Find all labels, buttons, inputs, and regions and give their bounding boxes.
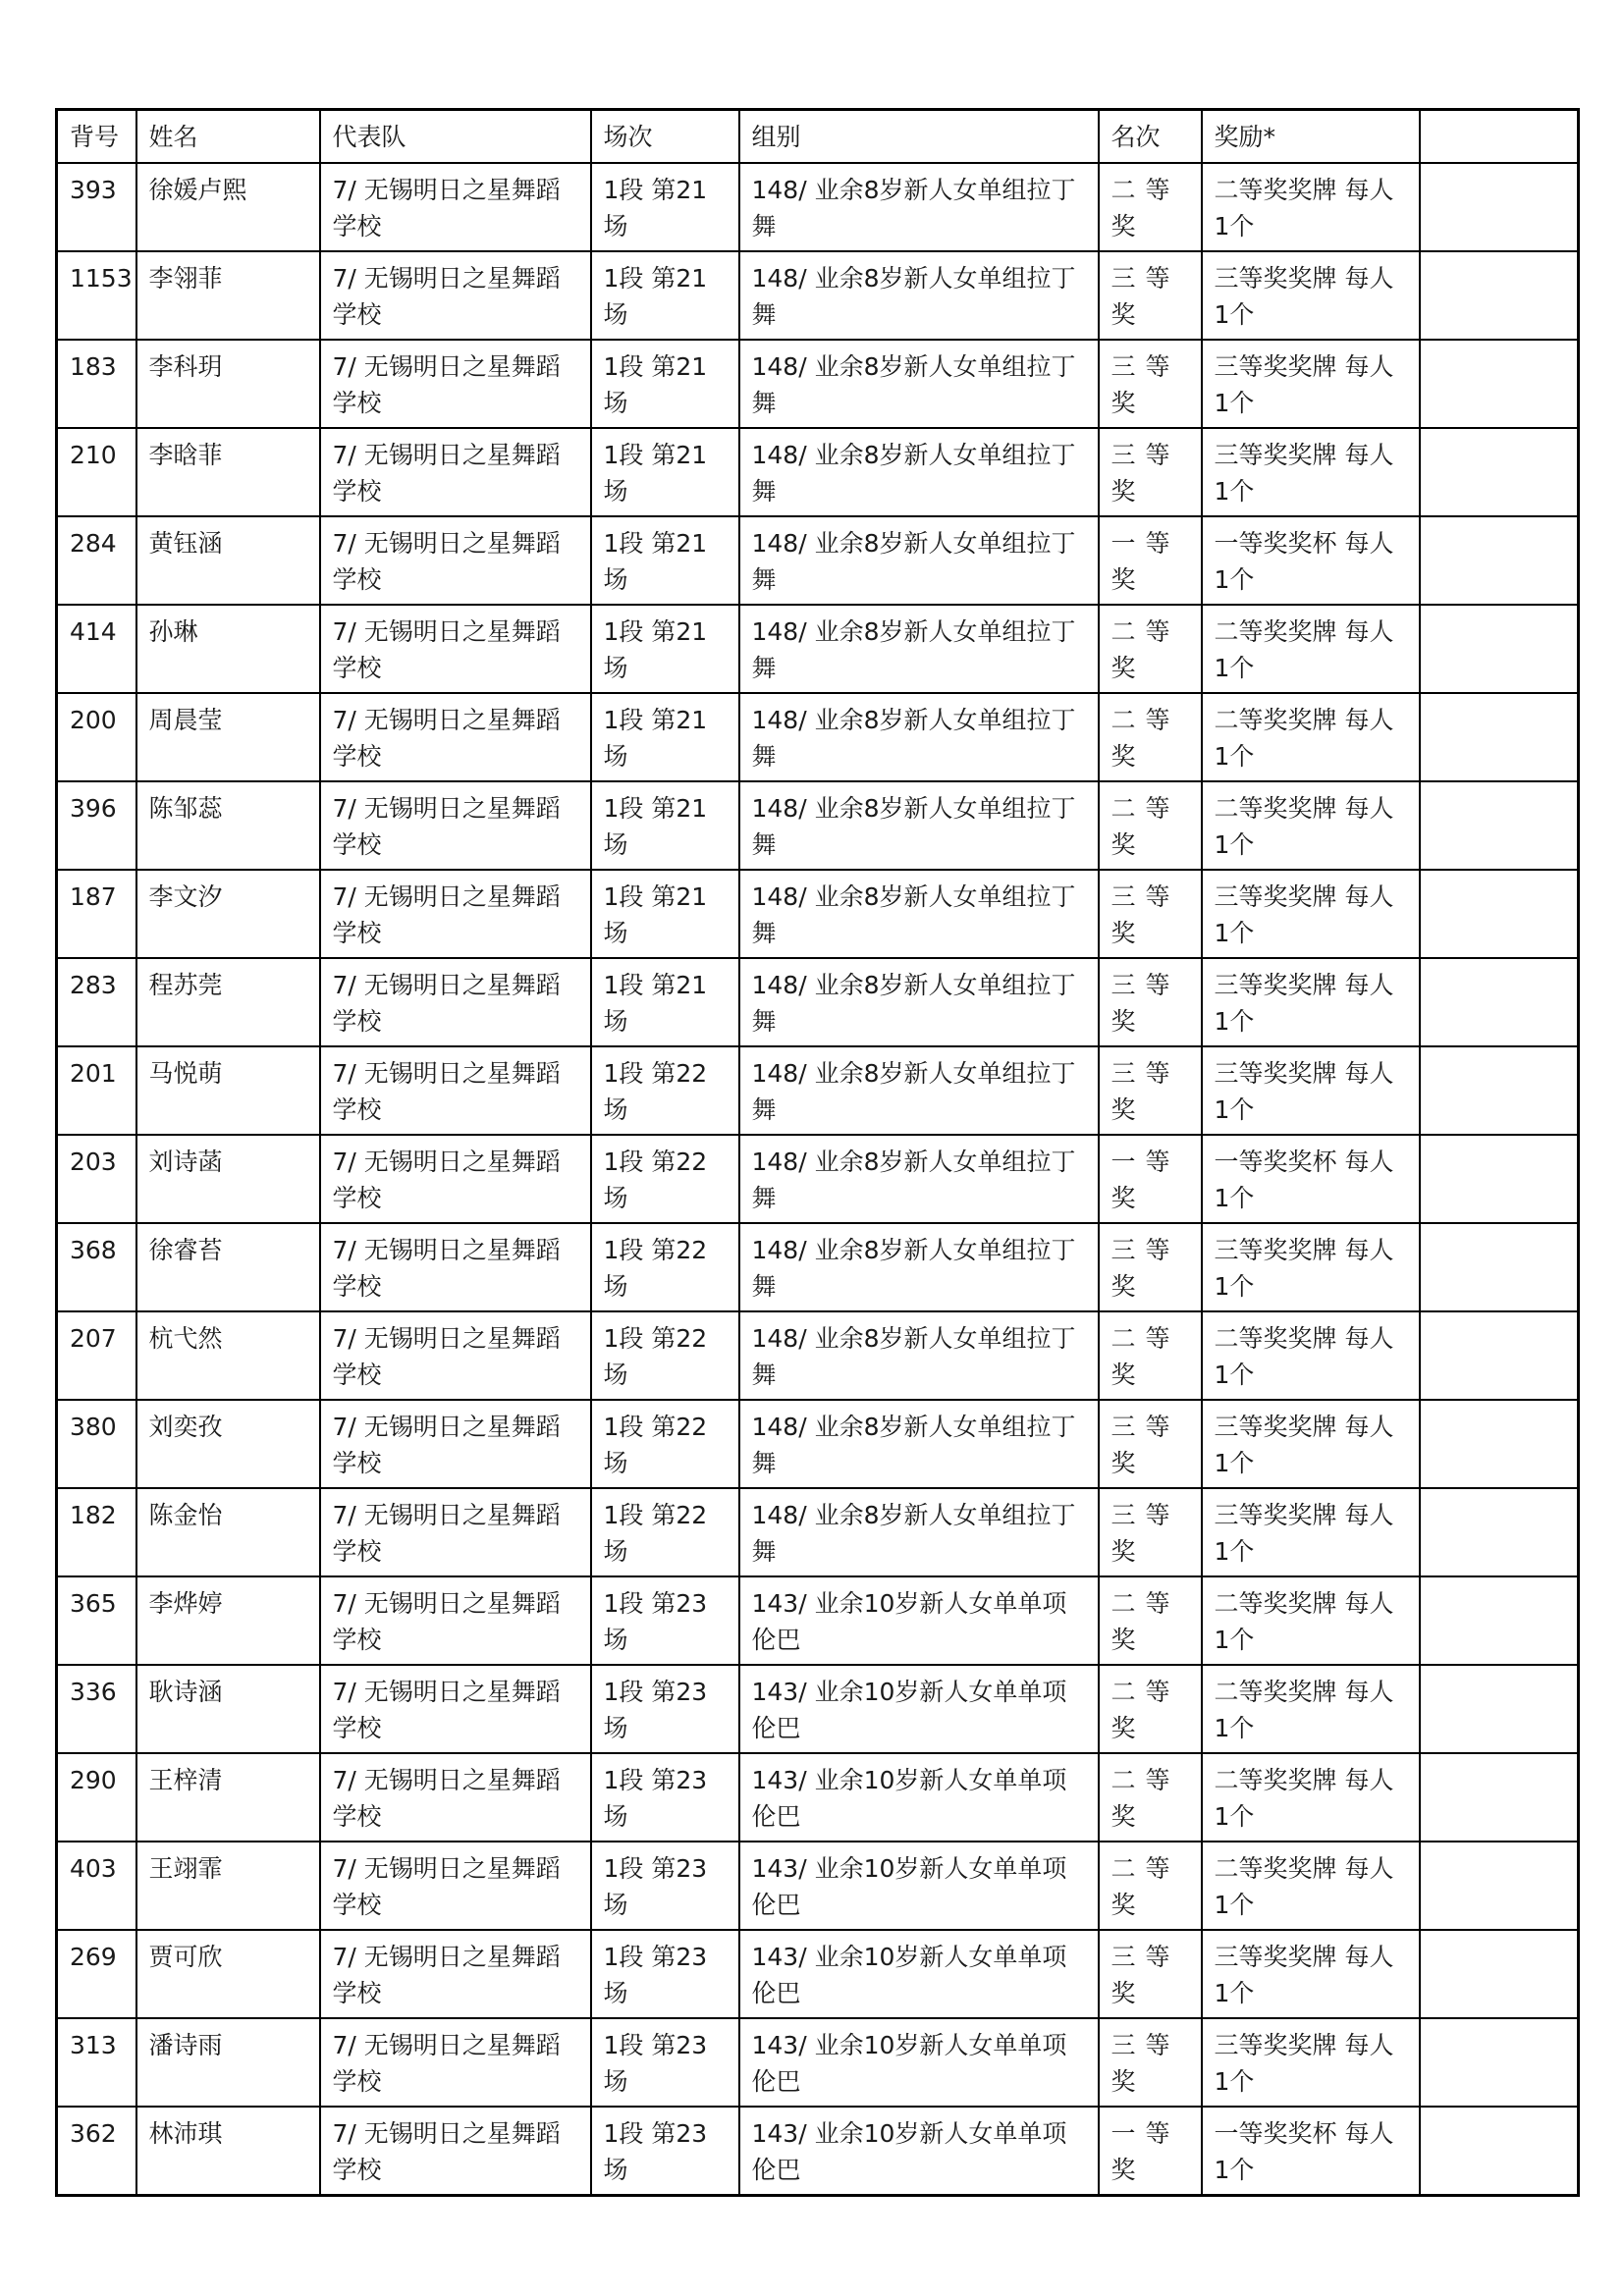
cell-session: 1段 第21场 — [591, 163, 739, 251]
cell-rank: 二等奖 — [1099, 781, 1202, 870]
cell-name: 孙琳 — [136, 605, 320, 693]
cell-extra — [1420, 1223, 1579, 1311]
table-row — [57, 1753, 1579, 1842]
cell-rank: 三等奖 — [1099, 1488, 1202, 1576]
cell-bib: 380 — [57, 1400, 136, 1488]
cell-extra — [1420, 1135, 1579, 1223]
cell-award: 二等奖奖牌 每人1个 — [1202, 1311, 1420, 1400]
cell-name: 刘奕孜 — [136, 1400, 320, 1488]
cell-name: 王翊霏 — [136, 1842, 320, 1930]
table-row — [57, 2018, 1579, 2107]
cell-team: 7/ 无锡明日之星舞蹈学校 — [320, 163, 591, 251]
cell-name: 陈邹蕊 — [136, 781, 320, 870]
cell-group: 148/ 业余8岁新人女单组拉丁舞 — [739, 251, 1099, 340]
cell-bib: 284 — [57, 516, 136, 605]
cell-name: 程苏莞 — [136, 958, 320, 1046]
table-row — [57, 1488, 1579, 1576]
cell-session: 1段 第23场 — [591, 1753, 739, 1842]
table-row — [57, 1930, 1579, 2018]
cell-rank: 二等奖 — [1099, 1576, 1202, 1665]
cell-group: 148/ 业余8岁新人女单组拉丁舞 — [739, 958, 1099, 1046]
header-bib: 背号 — [57, 110, 136, 164]
cell-group: 148/ 业余8岁新人女单组拉丁舞 — [739, 605, 1099, 693]
cell-rank: 二等奖 — [1099, 1753, 1202, 1842]
cell-extra — [1420, 1930, 1579, 2018]
cell-group: 148/ 业余8岁新人女单组拉丁舞 — [739, 163, 1099, 251]
cell-name: 马悦萌 — [136, 1046, 320, 1135]
table-row — [57, 2107, 1579, 2196]
cell-name: 陈金怡 — [136, 1488, 320, 1576]
cell-bib: 313 — [57, 2018, 136, 2107]
cell-rank: 二等奖 — [1099, 1842, 1202, 1930]
cell-session: 1段 第21场 — [591, 693, 739, 781]
cell-rank: 三等奖 — [1099, 1400, 1202, 1488]
table-row — [57, 1576, 1579, 1665]
cell-bib: 210 — [57, 428, 136, 516]
cell-award: 三等奖奖牌 每人1个 — [1202, 428, 1420, 516]
header-group: 组别 — [739, 110, 1099, 164]
cell-group: 148/ 业余8岁新人女单组拉丁舞 — [739, 1046, 1099, 1135]
cell-team: 7/ 无锡明日之星舞蹈学校 — [320, 340, 591, 428]
table-row — [57, 1046, 1579, 1135]
cell-rank: 三等奖 — [1099, 2018, 1202, 2107]
cell-rank: 二等奖 — [1099, 1311, 1202, 1400]
header-extra — [1420, 110, 1579, 164]
cell-award: 三等奖奖牌 每人1个 — [1202, 958, 1420, 1046]
cell-name: 徐睿苔 — [136, 1223, 320, 1311]
cell-session: 1段 第23场 — [591, 1665, 739, 1753]
cell-bib: 365 — [57, 1576, 136, 1665]
cell-name: 黄钰涵 — [136, 516, 320, 605]
results-table — [55, 108, 1580, 2197]
cell-name: 杭弋然 — [136, 1311, 320, 1400]
cell-team: 7/ 无锡明日之星舞蹈学校 — [320, 1311, 591, 1400]
cell-rank: 三等奖 — [1099, 1046, 1202, 1135]
cell-team: 7/ 无锡明日之星舞蹈学校 — [320, 2107, 591, 2196]
cell-name: 林沛琪 — [136, 2107, 320, 2196]
cell-award: 一等奖奖杯 每人1个 — [1202, 1135, 1420, 1223]
cell-team: 7/ 无锡明日之星舞蹈学校 — [320, 428, 591, 516]
cell-session: 1段 第22场 — [591, 1046, 739, 1135]
cell-session: 1段 第22场 — [591, 1223, 739, 1311]
cell-bib: 183 — [57, 340, 136, 428]
cell-session: 1段 第21场 — [591, 340, 739, 428]
header-row — [57, 110, 1579, 164]
cell-group: 143/ 业余10岁新人女单单项伦巴 — [739, 1842, 1099, 1930]
cell-rank: 一等奖 — [1099, 1135, 1202, 1223]
cell-session: 1段 第21场 — [591, 251, 739, 340]
cell-name: 周晨莹 — [136, 693, 320, 781]
cell-group: 148/ 业余8岁新人女单组拉丁舞 — [739, 1488, 1099, 1576]
cell-award: 三等奖奖牌 每人1个 — [1202, 2018, 1420, 2107]
header-rank: 名次 — [1099, 110, 1202, 164]
cell-bib: 203 — [57, 1135, 136, 1223]
cell-team: 7/ 无锡明日之星舞蹈学校 — [320, 1753, 591, 1842]
cell-session: 1段 第21场 — [591, 605, 739, 693]
cell-extra — [1420, 605, 1579, 693]
cell-team: 7/ 无锡明日之星舞蹈学校 — [320, 1488, 591, 1576]
cell-award: 二等奖奖牌 每人1个 — [1202, 781, 1420, 870]
cell-rank: 一等奖 — [1099, 516, 1202, 605]
cell-team: 7/ 无锡明日之星舞蹈学校 — [320, 781, 591, 870]
cell-group: 148/ 业余8岁新人女单组拉丁舞 — [739, 781, 1099, 870]
cell-group: 148/ 业余8岁新人女单组拉丁舞 — [739, 1135, 1099, 1223]
cell-award: 三等奖奖牌 每人1个 — [1202, 340, 1420, 428]
table-row — [57, 251, 1579, 340]
cell-session: 1段 第23场 — [591, 1842, 739, 1930]
cell-group: 143/ 业余10岁新人女单单项伦巴 — [739, 1665, 1099, 1753]
cell-rank: 三等奖 — [1099, 251, 1202, 340]
cell-group: 148/ 业余8岁新人女单组拉丁舞 — [739, 428, 1099, 516]
cell-extra — [1420, 2107, 1579, 2196]
cell-session: 1段 第22场 — [591, 1135, 739, 1223]
cell-extra — [1420, 870, 1579, 958]
cell-team: 7/ 无锡明日之星舞蹈学校 — [320, 2018, 591, 2107]
cell-extra — [1420, 428, 1579, 516]
cell-extra — [1420, 693, 1579, 781]
table-row — [57, 605, 1579, 693]
cell-team: 7/ 无锡明日之星舞蹈学校 — [320, 1400, 591, 1488]
cell-bib: 1153 — [57, 251, 136, 340]
header-session: 场次 — [591, 110, 739, 164]
cell-award: 二等奖奖牌 每人1个 — [1202, 163, 1420, 251]
table-row — [57, 693, 1579, 781]
cell-name: 李烨婷 — [136, 1576, 320, 1665]
cell-extra — [1420, 1046, 1579, 1135]
cell-extra — [1420, 1753, 1579, 1842]
cell-team: 7/ 无锡明日之星舞蹈学校 — [320, 251, 591, 340]
cell-name: 李翎菲 — [136, 251, 320, 340]
table-row — [57, 163, 1579, 251]
cell-team: 7/ 无锡明日之星舞蹈学校 — [320, 605, 591, 693]
cell-bib: 362 — [57, 2107, 136, 2196]
cell-name: 贾可欣 — [136, 1930, 320, 2018]
cell-group: 143/ 业余10岁新人女单单项伦巴 — [739, 1576, 1099, 1665]
cell-team: 7/ 无锡明日之星舞蹈学校 — [320, 1842, 591, 1930]
cell-name: 徐媛卢熙 — [136, 163, 320, 251]
cell-bib: 403 — [57, 1842, 136, 1930]
table-row — [57, 1223, 1579, 1311]
cell-team: 7/ 无锡明日之星舞蹈学校 — [320, 1135, 591, 1223]
cell-group: 148/ 业余8岁新人女单组拉丁舞 — [739, 516, 1099, 605]
cell-bib: 336 — [57, 1665, 136, 1753]
cell-session: 1段 第22场 — [591, 1488, 739, 1576]
cell-session: 1段 第23场 — [591, 2107, 739, 2196]
cell-team: 7/ 无锡明日之星舞蹈学校 — [320, 1576, 591, 1665]
cell-rank: 三等奖 — [1099, 1930, 1202, 2018]
table-row — [57, 516, 1579, 605]
table-row — [57, 870, 1579, 958]
table-row — [57, 428, 1579, 516]
cell-extra — [1420, 1311, 1579, 1400]
cell-award: 一等奖奖杯 每人1个 — [1202, 2107, 1420, 2196]
cell-group: 148/ 业余8岁新人女单组拉丁舞 — [739, 1400, 1099, 1488]
cell-session: 1段 第21场 — [591, 781, 739, 870]
cell-name: 李晗菲 — [136, 428, 320, 516]
cell-extra — [1420, 1400, 1579, 1488]
cell-group: 143/ 业余10岁新人女单单项伦巴 — [739, 1930, 1099, 2018]
cell-extra — [1420, 163, 1579, 251]
cell-award: 二等奖奖牌 每人1个 — [1202, 1665, 1420, 1753]
cell-rank: 三等奖 — [1099, 870, 1202, 958]
cell-extra — [1420, 1842, 1579, 1930]
cell-extra — [1420, 1665, 1579, 1753]
cell-extra — [1420, 1576, 1579, 1665]
cell-session: 1段 第21场 — [591, 428, 739, 516]
cell-session: 1段 第23场 — [591, 2018, 739, 2107]
cell-rank: 三等奖 — [1099, 340, 1202, 428]
cell-team: 7/ 无锡明日之星舞蹈学校 — [320, 693, 591, 781]
cell-award: 三等奖奖牌 每人1个 — [1202, 1400, 1420, 1488]
cell-extra — [1420, 340, 1579, 428]
cell-bib: 182 — [57, 1488, 136, 1576]
cell-group: 143/ 业余10岁新人女单单项伦巴 — [739, 2018, 1099, 2107]
cell-group: 143/ 业余10岁新人女单单项伦巴 — [739, 2107, 1099, 2196]
cell-rank: 二等奖 — [1099, 605, 1202, 693]
cell-name: 李文汐 — [136, 870, 320, 958]
cell-session: 1段 第21场 — [591, 958, 739, 1046]
cell-team: 7/ 无锡明日之星舞蹈学校 — [320, 516, 591, 605]
table-row — [57, 340, 1579, 428]
cell-bib: 207 — [57, 1311, 136, 1400]
cell-award: 二等奖奖牌 每人1个 — [1202, 1753, 1420, 1842]
cell-bib: 201 — [57, 1046, 136, 1135]
cell-group: 148/ 业余8岁新人女单组拉丁舞 — [739, 1311, 1099, 1400]
cell-extra — [1420, 251, 1579, 340]
cell-session: 1段 第23场 — [591, 1930, 739, 2018]
cell-award: 三等奖奖牌 每人1个 — [1202, 1930, 1420, 2018]
cell-extra — [1420, 516, 1579, 605]
cell-team: 7/ 无锡明日之星舞蹈学校 — [320, 1223, 591, 1311]
cell-group: 148/ 业余8岁新人女单组拉丁舞 — [739, 1223, 1099, 1311]
cell-award: 二等奖奖牌 每人1个 — [1202, 1842, 1420, 1930]
cell-bib: 283 — [57, 958, 136, 1046]
header-award: 奖励* — [1202, 110, 1420, 164]
cell-award: 二等奖奖牌 每人1个 — [1202, 693, 1420, 781]
cell-team: 7/ 无锡明日之星舞蹈学校 — [320, 958, 591, 1046]
cell-extra — [1420, 781, 1579, 870]
cell-bib: 393 — [57, 163, 136, 251]
cell-name: 刘诗菡 — [136, 1135, 320, 1223]
cell-award: 二等奖奖牌 每人1个 — [1202, 1576, 1420, 1665]
cell-award: 三等奖奖牌 每人1个 — [1202, 251, 1420, 340]
table-row — [57, 1311, 1579, 1400]
cell-extra — [1420, 958, 1579, 1046]
cell-rank: 二等奖 — [1099, 1665, 1202, 1753]
table-row — [57, 958, 1579, 1046]
cell-group: 148/ 业余8岁新人女单组拉丁舞 — [739, 340, 1099, 428]
cell-rank: 三等奖 — [1099, 1223, 1202, 1311]
cell-group: 143/ 业余10岁新人女单单项伦巴 — [739, 1753, 1099, 1842]
cell-award: 三等奖奖牌 每人1个 — [1202, 1223, 1420, 1311]
header-name: 姓名 — [136, 110, 320, 164]
cell-team: 7/ 无锡明日之星舞蹈学校 — [320, 1930, 591, 2018]
cell-rank: 二等奖 — [1099, 163, 1202, 251]
table-row — [57, 781, 1579, 870]
cell-session: 1段 第23场 — [591, 1576, 739, 1665]
cell-session: 1段 第22场 — [591, 1400, 739, 1488]
cell-bib: 396 — [57, 781, 136, 870]
cell-bib: 200 — [57, 693, 136, 781]
cell-extra — [1420, 2018, 1579, 2107]
header-team: 代表队 — [320, 110, 591, 164]
cell-group: 148/ 业余8岁新人女单组拉丁舞 — [739, 870, 1099, 958]
cell-award: 二等奖奖牌 每人1个 — [1202, 605, 1420, 693]
table-row — [57, 1665, 1579, 1753]
cell-team: 7/ 无锡明日之星舞蹈学校 — [320, 1665, 591, 1753]
cell-team: 7/ 无锡明日之星舞蹈学校 — [320, 870, 591, 958]
cell-award: 三等奖奖牌 每人1个 — [1202, 870, 1420, 958]
cell-award: 一等奖奖杯 每人1个 — [1202, 516, 1420, 605]
cell-group: 148/ 业余8岁新人女单组拉丁舞 — [739, 693, 1099, 781]
cell-bib: 187 — [57, 870, 136, 958]
cell-session: 1段 第21场 — [591, 516, 739, 605]
cell-bib: 368 — [57, 1223, 136, 1311]
cell-name: 潘诗雨 — [136, 2018, 320, 2107]
cell-bib: 269 — [57, 1930, 136, 2018]
cell-rank: 一等奖 — [1099, 2107, 1202, 2196]
table-row — [57, 1135, 1579, 1223]
cell-rank: 二等奖 — [1099, 693, 1202, 781]
cell-team: 7/ 无锡明日之星舞蹈学校 — [320, 1046, 591, 1135]
cell-session: 1段 第22场 — [591, 1311, 739, 1400]
cell-award: 三等奖奖牌 每人1个 — [1202, 1488, 1420, 1576]
cell-name: 李科玥 — [136, 340, 320, 428]
cell-rank: 三等奖 — [1099, 428, 1202, 516]
cell-session: 1段 第21场 — [591, 870, 739, 958]
table-row — [57, 1400, 1579, 1488]
table-row — [57, 1842, 1579, 1930]
cell-bib: 414 — [57, 605, 136, 693]
cell-bib: 290 — [57, 1753, 136, 1842]
cell-award: 三等奖奖牌 每人1个 — [1202, 1046, 1420, 1135]
cell-name: 王梓清 — [136, 1753, 320, 1842]
cell-name: 耿诗涵 — [136, 1665, 320, 1753]
cell-extra — [1420, 1488, 1579, 1576]
cell-rank: 三等奖 — [1099, 958, 1202, 1046]
